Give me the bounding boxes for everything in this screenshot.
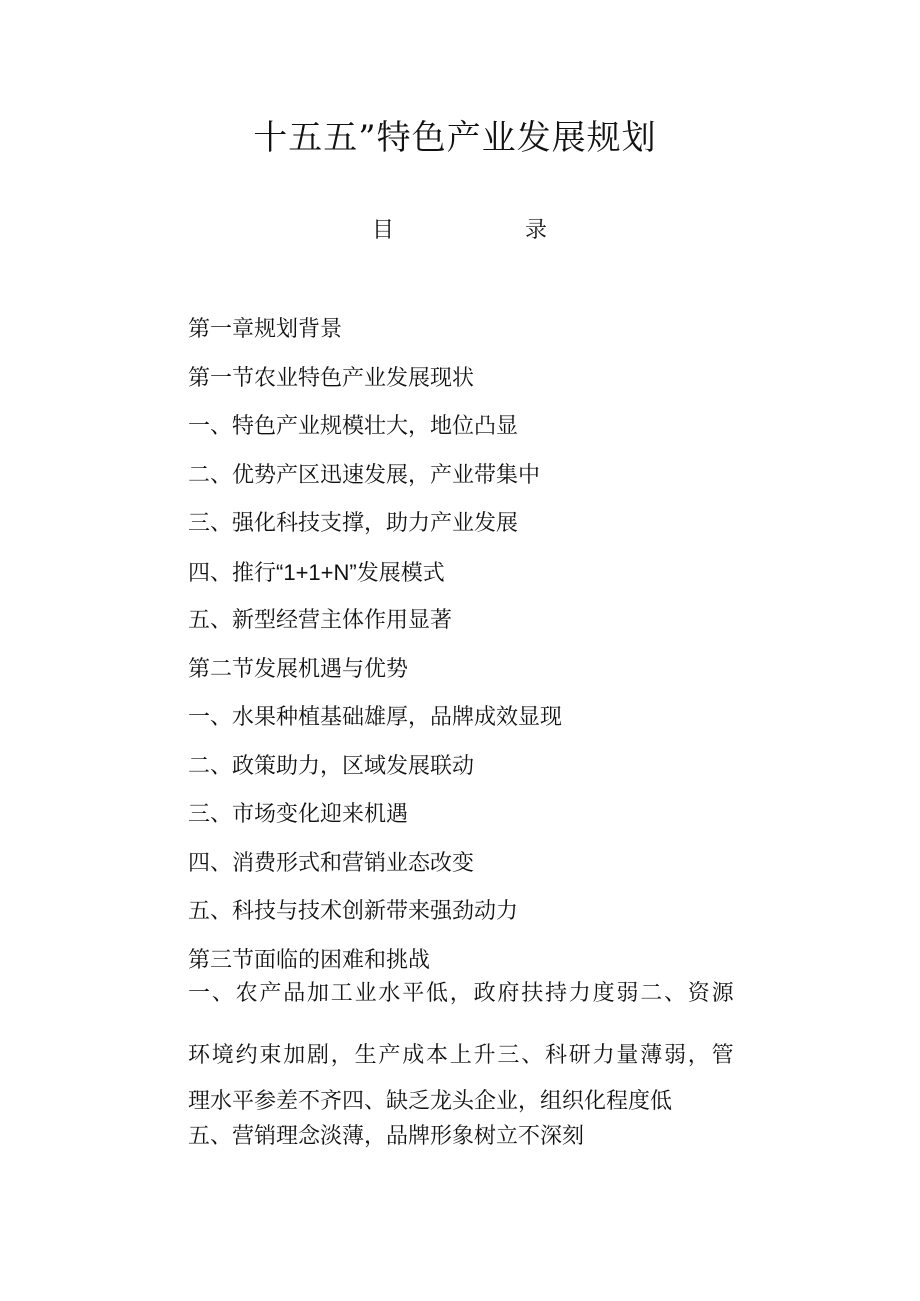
table-of-contents (188, 306, 733, 985)
toc-item: 第二节发展机遇与优势 (188, 656, 409, 682)
toc-heading (372, 214, 547, 248)
toc-item: 五、新型经营主体作用显著 (188, 608, 453, 633)
toc-item: 三、强化科技支撑，助力产业发展 (188, 511, 519, 536)
document-title: 十五五”特色产业发展规划 (253, 118, 657, 158)
toc-item-suffix: 发展模式 (356, 560, 445, 586)
toc-item: 一、水果种植基础雄厚，品牌成效显现 (188, 705, 563, 730)
paragraph-line: 理水平参差不齐四、缺乏龙头企业，组织化程度低 (188, 1089, 673, 1114)
paragraph-line: 五、营销理念淡薄，品牌形象树立不深刻 (188, 1124, 585, 1149)
toc-item: 五、科技与技术创新带来强劲动力 (188, 899, 519, 924)
paragraph-line: 一、农产品加工业水平低，政府扶持力度弱二、资源 (188, 981, 736, 1006)
toc-item: 二、政策助力，区域发展联动 (188, 753, 475, 779)
toc-item-model-code: “1+1+N” (276, 559, 357, 585)
toc-item: 三、市场变化迎来机遇 (188, 802, 409, 827)
toc-item-prefix: 四、推行 (188, 560, 277, 586)
toc-item: 第一章规划背景 (188, 317, 343, 342)
toc-heading-char-2: 录 (524, 218, 547, 243)
toc-item: 第一节农业特色产业发展现状 (188, 365, 475, 391)
paragraph-line: 环境约束加剧，生产成本上升三、科研力量薄弱，管 (188, 1043, 736, 1068)
toc-item: 一、特色产业规模壮大，地位凸显 (188, 414, 519, 439)
toc-item (188, 549, 733, 598)
toc-item: 四、消费形式和营销业态改变 (188, 850, 475, 876)
toc-heading-char-1: 目 (372, 218, 395, 243)
toc-item: 二、优势产区迅速发展，产业带集中 (188, 462, 541, 488)
toc-item: 第三节面临的困难和挑战 (188, 947, 431, 973)
